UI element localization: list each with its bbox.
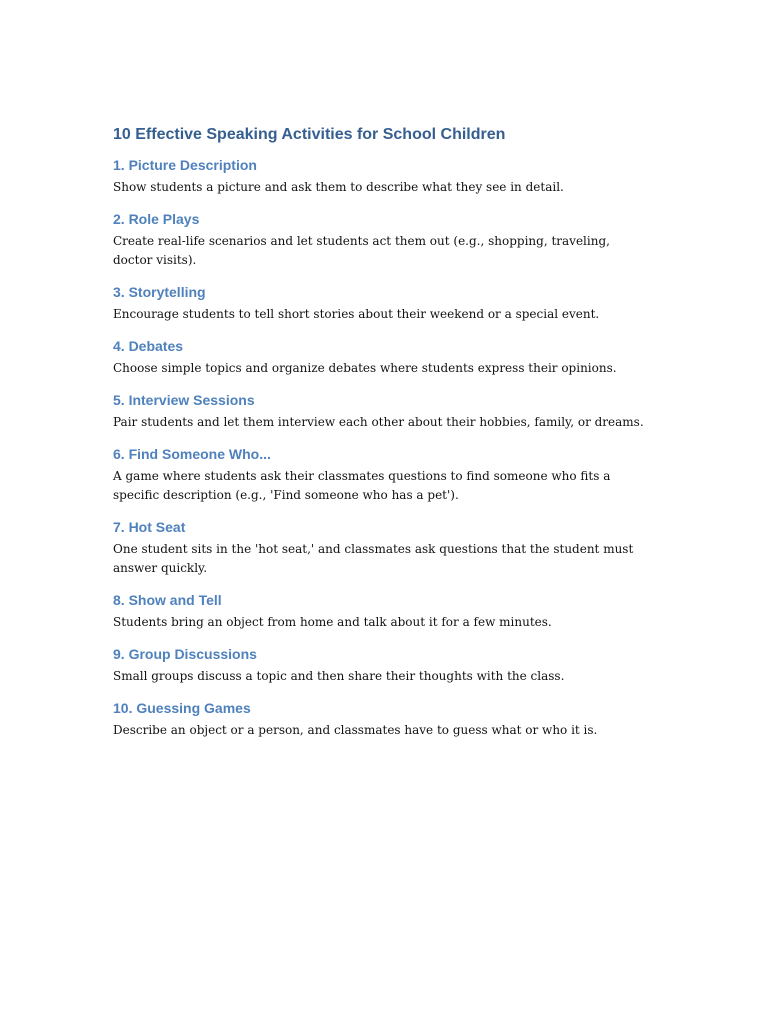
activity-section [113, 336, 653, 378]
activity-heading: 1. Picture Description [113, 157, 257, 173]
activity-section [113, 282, 653, 324]
activity-section [113, 517, 653, 578]
activity-heading: 2. Role Plays [113, 211, 200, 227]
activity-section [113, 590, 653, 632]
activity-description: Encourage students to tell short stories about their weekend or a special event. [113, 307, 600, 321]
activity-description: Students bring an object from home and talk about it for a few minutes. [113, 615, 552, 629]
activity-heading: 5. Interview Sessions [113, 392, 255, 408]
activity-description: Show students a picture and ask them to describe what they see in detail. [113, 180, 564, 194]
activity-description: A game where students ask their classmates questions to find someone who fits a specific description (e.g., 'Find someone who has a pet'). [113, 469, 611, 502]
activity-heading: 3. Storytelling [113, 284, 206, 300]
activity-section [113, 644, 653, 686]
activity-section [113, 155, 653, 197]
activity-description: Describe an object or a person, and classmates have to guess what or who it is. [113, 723, 598, 737]
activity-description: One student sits in the 'hot seat,' and classmates ask questions that the student must answer quickly. [113, 542, 634, 575]
document-content [113, 124, 653, 752]
activity-section [113, 444, 653, 505]
activity-heading: 6. Find Someone Who... [113, 446, 271, 462]
activity-section [113, 209, 653, 270]
activity-description: Small groups discuss a topic and then share their thoughts with the class. [113, 669, 565, 683]
activity-description: Choose simple topics and organize debates where students express their opinions. [113, 361, 617, 375]
activity-section [113, 698, 653, 740]
activity-description: Pair students and let them interview each other about their hobbies, family, or dreams. [113, 415, 644, 429]
activity-description: Create real-life scenarios and let students act them out (e.g., shopping, traveling, doctor visits). [113, 234, 610, 267]
activity-heading: 4. Debates [113, 338, 184, 354]
activity-heading: 7. Hot Seat [113, 519, 186, 535]
document-title: 10 Effective Speaking Activities for School Children [113, 126, 506, 143]
activity-section [113, 390, 653, 432]
activity-heading: 10. Guessing Games [113, 700, 251, 716]
activity-heading: 8. Show and Tell [113, 592, 222, 608]
activity-heading: 9. Group Discussions [113, 646, 257, 662]
